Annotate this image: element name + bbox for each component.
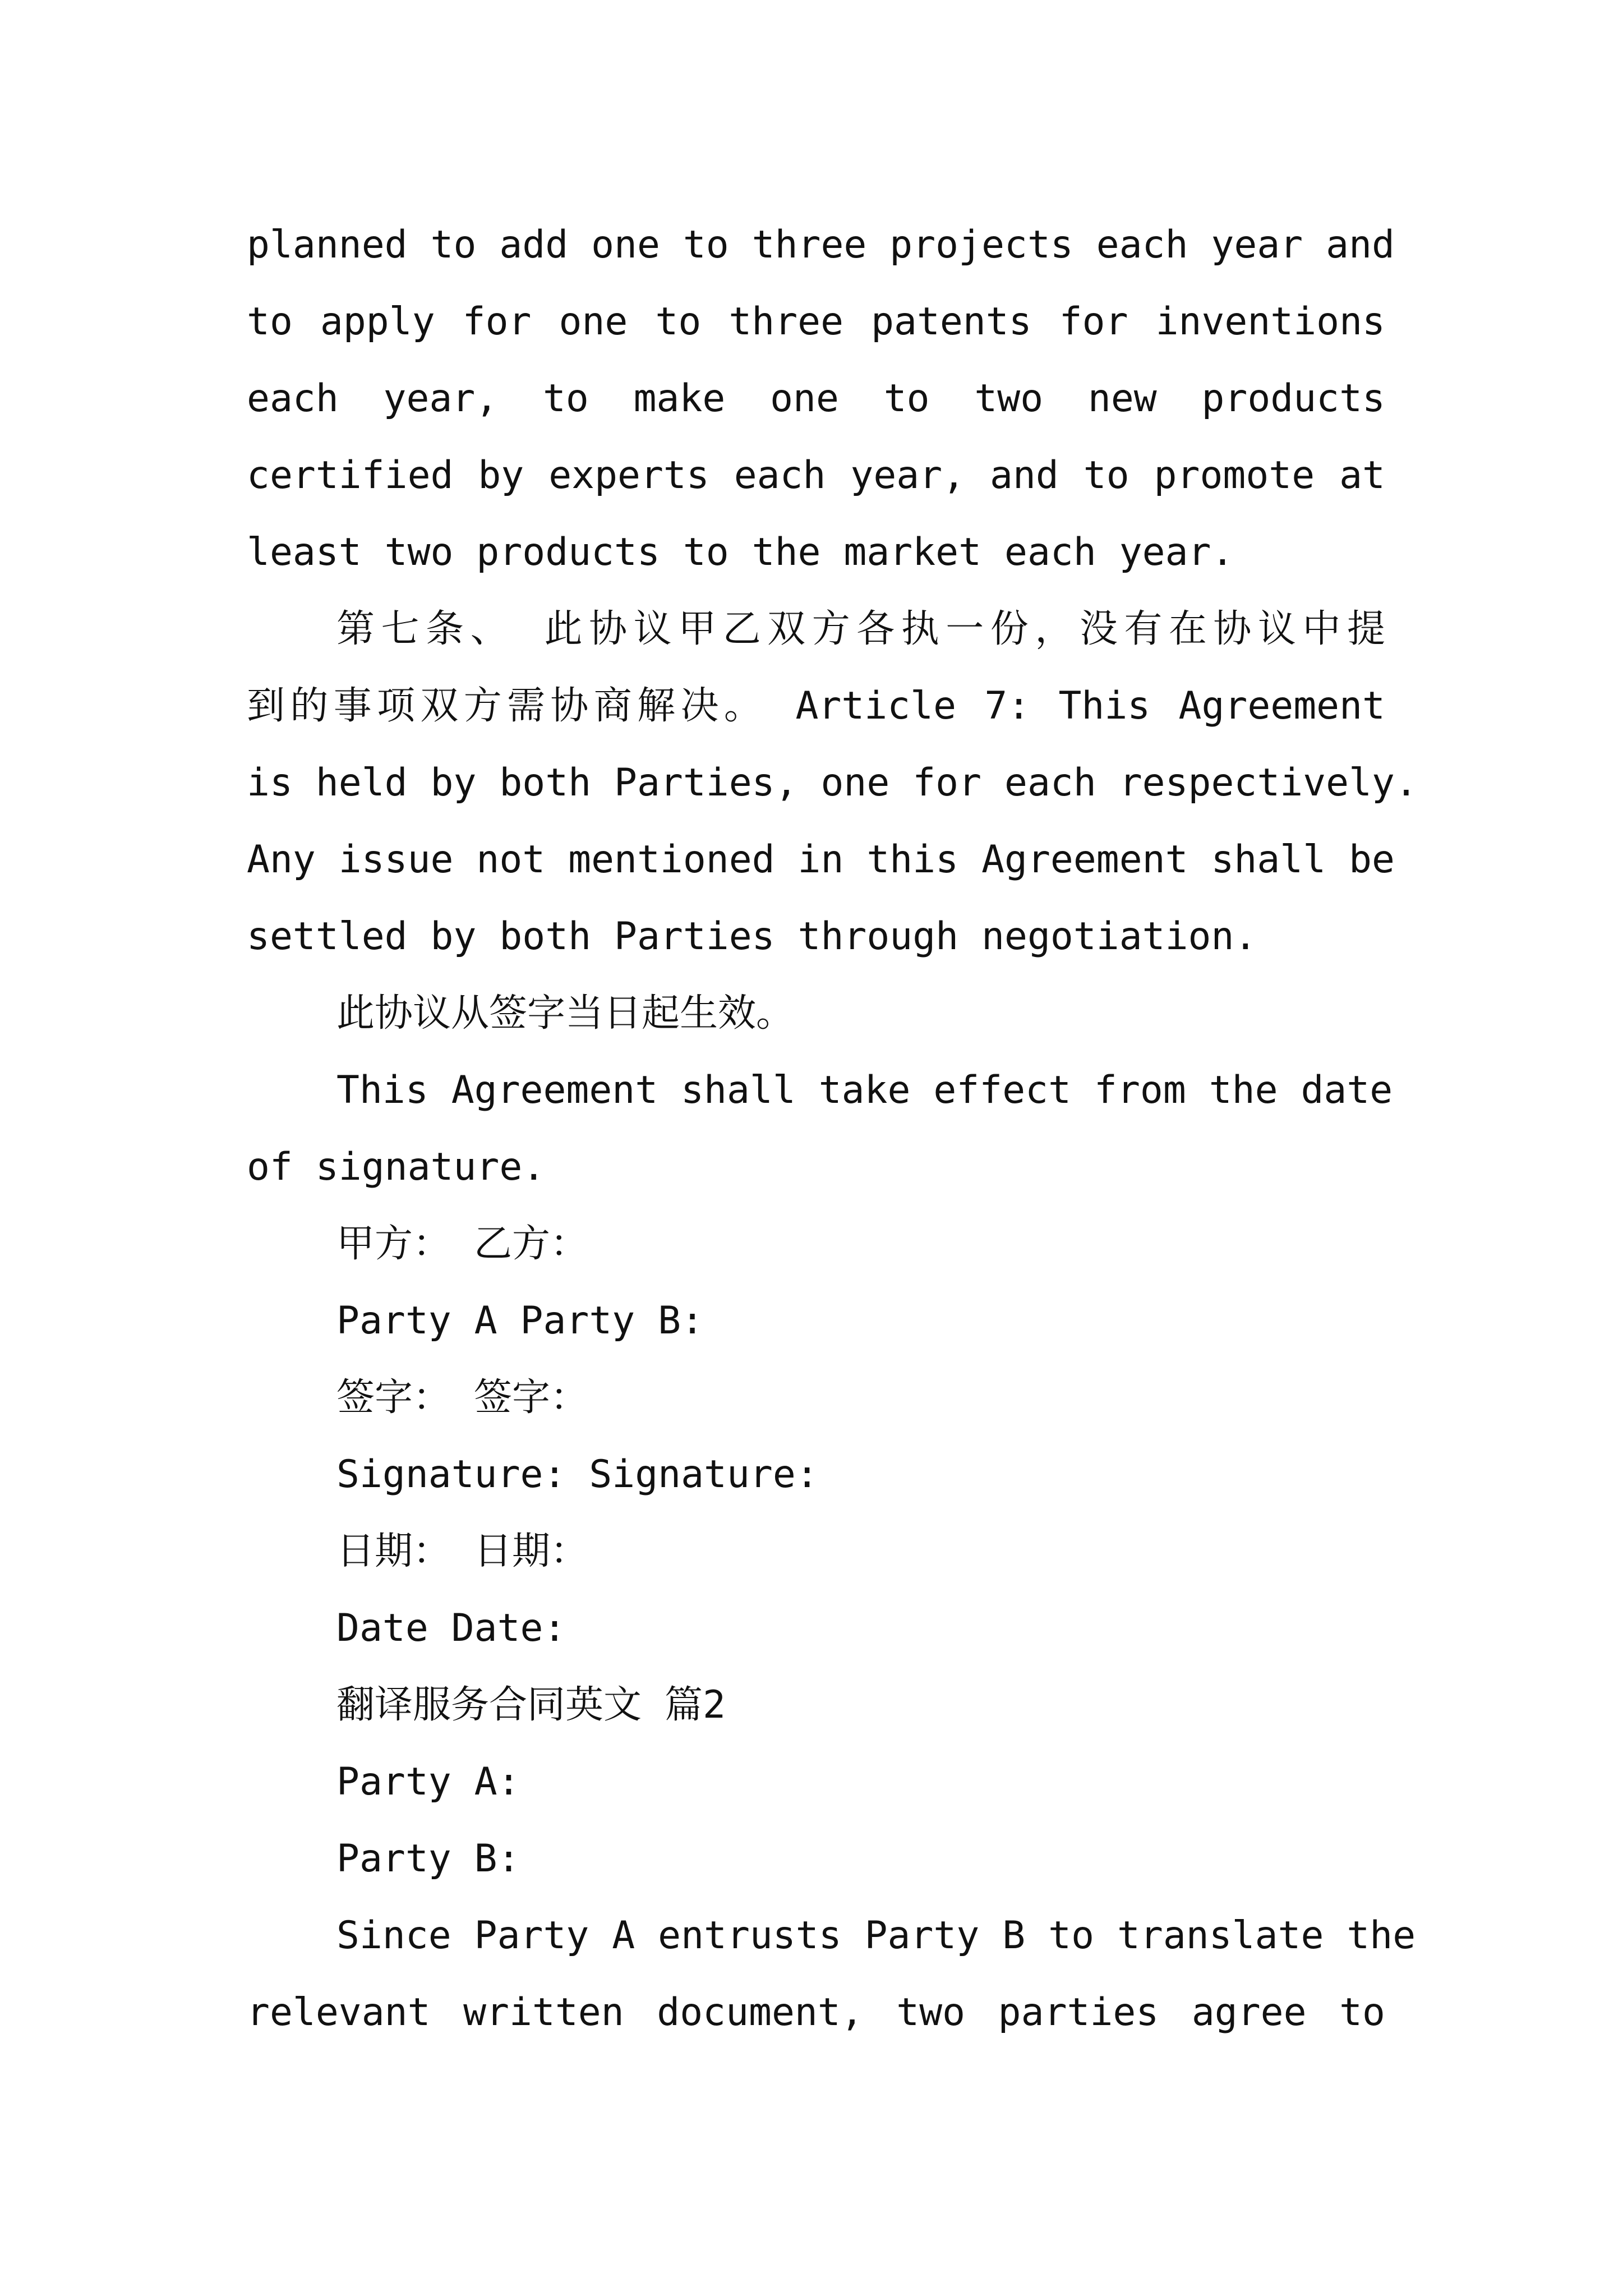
body-text-line: planned to add one to three projects each year and [247, 223, 1395, 267]
party-label-cn: 甲方： 乙方： [336, 1222, 588, 1266]
signature-label-cn: 签字： 签字： [336, 1375, 588, 1420]
signature-label-en: Signature: Signature: [336, 1452, 819, 1497]
article-7-line: Any issue not mentioned in this Agreement shall be [247, 838, 1395, 882]
body-text-line: each year, to make one to two new products [247, 376, 1385, 421]
body-text-line: least two products to the market each year. [247, 530, 1234, 574]
party-a-label: Party A: [336, 1760, 520, 1804]
section-heading: 翻译服务合同英文 篇2 [336, 1683, 726, 1727]
article-7-line: 到的事项双方需协商解决。 Article 7: This Agreement [247, 684, 1385, 728]
effective-clause-en: of signature. [247, 1145, 546, 1189]
date-label-en: Date Date: [336, 1606, 566, 1650]
body-text-line: certified by experts each year, and to promote at [247, 453, 1385, 498]
body-text-line: to apply for one to three patents for inventions [247, 300, 1385, 344]
effective-clause-cn: 此协议从签字当日起生效。 [336, 991, 795, 1036]
article-7-line: 第七条、 此协议甲乙双方各执一份，没有在协议中提 [336, 607, 1385, 651]
party-b-label: Party B: [336, 1837, 520, 1881]
article-7-line: is held by both Parties, one for each respectively. [247, 761, 1418, 805]
effective-clause-en: This Agreement shall take effect from the date [336, 1068, 1393, 1112]
body-text-line: relevant written document, two parties agree to [247, 1990, 1385, 2035]
article-7-line: settled by both Parties through negotiation. [247, 914, 1257, 959]
party-label-en: Party A Party B: [336, 1299, 704, 1343]
date-label-cn: 日期： 日期： [336, 1529, 588, 1573]
body-text-line: Since Party A entrusts Party B to translate the [336, 1913, 1416, 1958]
